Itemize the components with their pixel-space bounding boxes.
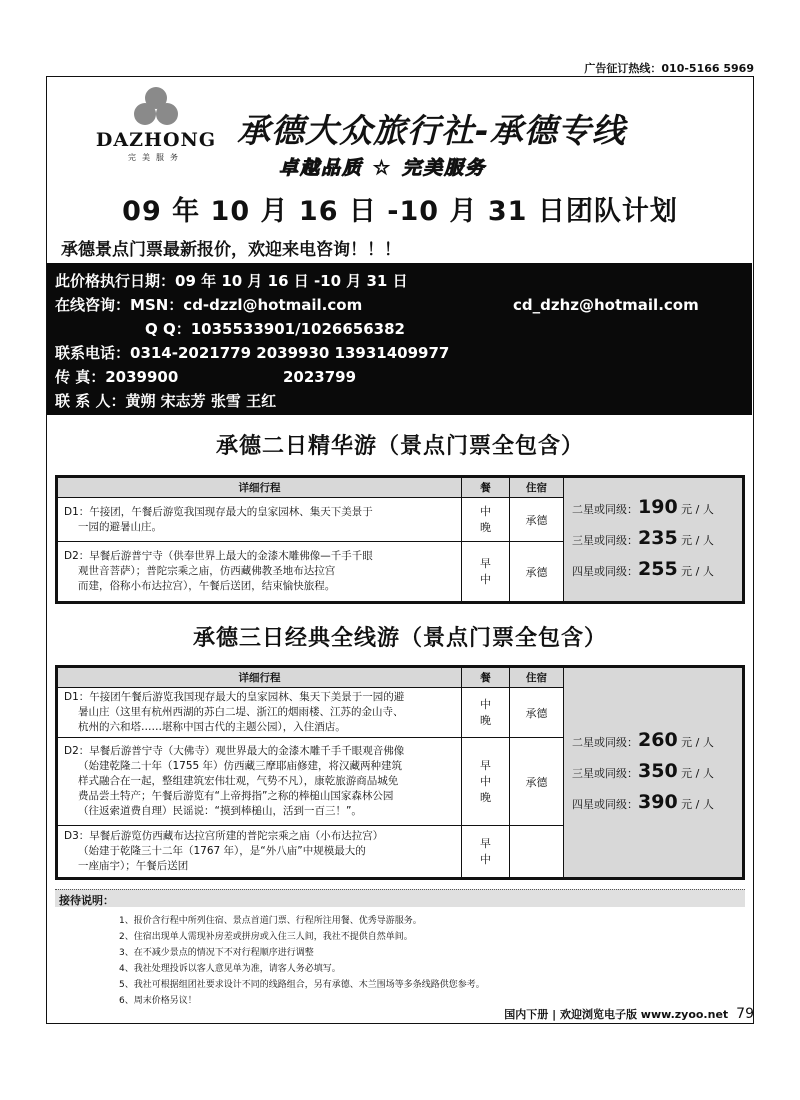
price-row: 四星或同级：390 元 / 人 xyxy=(572,791,714,813)
meal-cell: 早 中 晚 xyxy=(462,738,510,826)
validity-row: 此价格执行日期：09 年 10 月 16 日 -10 月 31 日 xyxy=(55,272,408,290)
qq-row: Q Q：1035533901/1026656382 xyxy=(145,320,405,338)
logo-text-cn: 完美服务 xyxy=(128,153,184,162)
notes-list xyxy=(119,913,485,1009)
tour2-table xyxy=(55,475,745,604)
itinerary-day: D1：午接团午餐后游览我国现存最大的皇家园林、集天下美景于一园的避 暑山庄（这里有杭州西湖的苏白二堤、浙江的烟雨楼、江苏的金山寺、 杭州的六和塔……堪称中国古代的主题公园），入住酒店。 xyxy=(58,688,462,738)
contact-info-block xyxy=(47,263,752,415)
slogan xyxy=(279,153,486,180)
slogan-right: 完美服务 xyxy=(402,157,487,179)
logo-circles-icon xyxy=(128,87,184,127)
itinerary-day: D2：早餐后游普宁寺（供奉世界上最大的金漆木雕佛像—千手千眼 观世音菩萨）；普陀宗乘之庙，仿西藏佛教圣地布达拉宫 而建，俗称小布达拉宫），午餐后送团，结束愉快旅程。 xyxy=(58,542,462,602)
itinerary-day: D1：午接团，午餐后游览我国现存最大的皇家园林、集天下美景于 一园的避暑山庄。 xyxy=(58,498,462,542)
meal-cell: 早 中 xyxy=(462,542,510,602)
meal-header: 餐 xyxy=(462,668,510,688)
note-item: 5、我社可根据组团社要求设计不同的线路组合，另有承德、木兰围场等多条线路供您参考。 xyxy=(119,980,485,990)
meal-cell: 中 晚 xyxy=(462,498,510,542)
note-item: 3、在不减少景点的情况下不对行程顺序进行调整 xyxy=(119,948,314,958)
price-row: 三星或同级：235 元 / 人 xyxy=(572,527,714,549)
page-footer xyxy=(504,1006,754,1022)
itinerary-day: D3：早餐后游览仿西藏布达拉宫所建的普陀宗乘之庙（小布达拉宫） （始建于乾隆三十二年（1767 年），是“外八庙”中规模最大的 一座庙宇）；午餐后送团 xyxy=(58,826,462,878)
note-item: 2、住宿出现单人需现补房差或拼房或入住三人间，我社不提供自然单间。 xyxy=(119,932,413,942)
online-label: 在线咨询： xyxy=(55,296,131,314)
fax-row xyxy=(55,365,744,389)
fax-label: 传 真： xyxy=(55,368,106,386)
itinerary-day: D2：早餐后游普宁寺（大佛寺）观世界最大的金漆木雕千手千眼观音佛像 （始建乾隆二十年（1755 年）仿西藏三摩耶庙修建，将汉藏两种建筑 样式融合在一起，整组建筑宏伟壮观，气势不凡），康乾旅游商品城免 费品尝土特产；午餐后游览有“上帝拇指”之称的棒槌山国家森林公园 （往返索道费自理）民谣说：“摸到棒槌山，活到一百三！”。 xyxy=(58,738,462,826)
tour3-prices xyxy=(564,668,743,878)
tour3-table xyxy=(55,665,745,880)
footer-text: 国内下册 | 欢迎浏览电子版 www.zyoo.net xyxy=(504,1008,729,1021)
msn-address: MSN：cd-dzzl@hotmail.com xyxy=(130,296,363,314)
contacts-row: 联 系 人：黄朔 宋志芳 张雪 王红 xyxy=(55,392,277,410)
ad-frame xyxy=(46,76,754,1024)
tour2-title: 承德二日精华游（景点门票全包含） xyxy=(215,434,584,459)
price-row: 二星或同级：190 元 / 人 xyxy=(572,496,714,518)
note-item: 4、我社处理投诉以客人意见单为准，请客人务必填写。 xyxy=(119,964,341,974)
meal-cell: 早 中 xyxy=(462,826,510,878)
fax-number-2: 2023799 xyxy=(283,368,357,386)
hotel-header: 住宿 xyxy=(510,668,564,688)
notes-title: 接待说明： xyxy=(55,889,745,907)
slogan-left: 卓越品质 xyxy=(279,157,364,179)
ad-hotline: 广告征订热线：010-5166 5969 xyxy=(584,62,754,75)
hotel-cell: 承德 xyxy=(510,542,564,602)
ticket-notice: 承德景点门票最新报价，欢迎来电咨询！！！ xyxy=(61,240,401,260)
main-title: 承德大众旅行社-承德专线 xyxy=(237,111,626,150)
itinerary-header: 详细行程 xyxy=(58,668,462,688)
phone-row: 联系电话：0314-2021779 2039930 13931409977 xyxy=(55,344,450,362)
dazhong-logo xyxy=(91,87,221,167)
page-number: 79 xyxy=(736,1006,754,1022)
tour3-title: 承德三日经典全线游（景点门票全包含） xyxy=(192,626,607,651)
tour2-prices xyxy=(564,478,743,602)
note-item: 6、周末价格另议！ xyxy=(119,996,197,1006)
meal-header: 餐 xyxy=(462,478,510,498)
hotel-cell xyxy=(510,826,564,878)
star-icon: ☆ xyxy=(373,157,393,179)
online-row xyxy=(55,293,744,317)
hotel-cell: 承德 xyxy=(510,738,564,826)
meal-cell: 中 晚 xyxy=(462,688,510,738)
itinerary-header: 详细行程 xyxy=(58,478,462,498)
price-row: 四星或同级：255 元 / 人 xyxy=(572,558,714,580)
hotel-header: 住宿 xyxy=(510,478,564,498)
note-item: 1、报价含行程中所列住宿、景点首道门票、行程所注用餐、优秀导游服务。 xyxy=(119,916,422,926)
price-row: 三星或同级：350 元 / 人 xyxy=(572,760,714,782)
fax-number-1: 2039900 xyxy=(105,368,179,386)
msn-address-2: cd_dzhz@hotmail.com xyxy=(513,296,699,314)
plan-title: 09 年 10 月 16 日 -10 月 31 日团队计划 xyxy=(122,196,678,227)
logo-text-en: DAZHONG xyxy=(95,129,217,151)
price-row: 二星或同级：260 元 / 人 xyxy=(572,729,714,751)
hotel-cell: 承德 xyxy=(510,498,564,542)
hotel-cell: 承德 xyxy=(510,688,564,738)
